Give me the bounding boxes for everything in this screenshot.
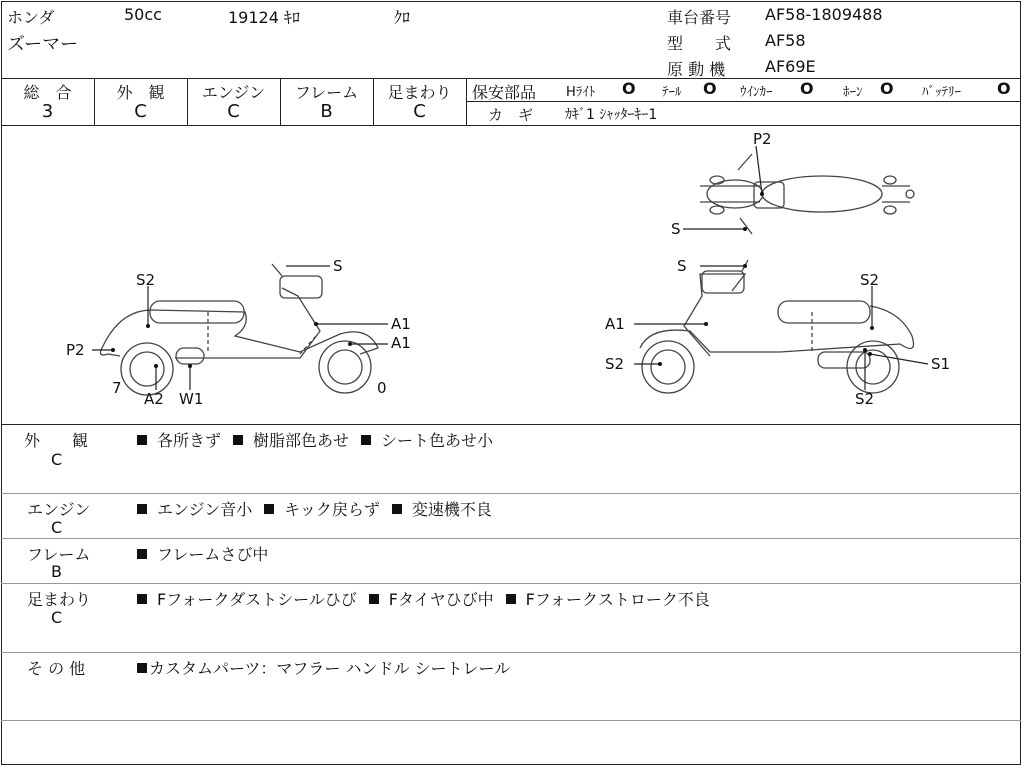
overall-grade: 3 <box>41 101 54 122</box>
divider <box>1 652 1021 653</box>
section-items: カスタムパーツ：マフラー ハンドル シートレール <box>137 656 510 679</box>
safety-status-winker: O <box>800 79 814 98</box>
engine-label: 原 動 機 <box>667 60 726 79</box>
label-left-a1a: A1 <box>391 315 411 333</box>
safety-status-headlight: O <box>622 79 636 98</box>
label-top-s: S <box>671 220 681 238</box>
divider <box>1 720 1021 721</box>
section-grade: C <box>51 608 63 627</box>
safety-item-battery: ﾊﾞｯﾃﾘｰ <box>922 85 961 100</box>
section-items: フレームさび中 <box>137 542 268 565</box>
overall-label: 総 合 <box>23 83 72 102</box>
section-label: エンジン <box>27 500 91 519</box>
exterior-grade: C <box>134 101 147 122</box>
frame-grade-label: フレーム <box>294 83 359 102</box>
type-value: AF58 <box>765 31 806 50</box>
engine-value: AF69E <box>765 57 816 76</box>
safety-label: 保安部品 <box>472 83 537 102</box>
label-left-p2: P2 <box>66 341 85 359</box>
displacement: 50cc <box>124 5 162 24</box>
label-right-s2-top: S2 <box>860 271 880 289</box>
safety-item-winker: ｳｲﾝｶｰ <box>740 85 773 100</box>
section-label: フレーム <box>27 545 91 564</box>
divider <box>1 538 1021 539</box>
safety-item-horn: ﾎｰﾝ <box>843 85 863 100</box>
section-label: 足まわり <box>27 590 92 609</box>
section-items: エンジン音小 キック戻らず 変速機不良 <box>137 497 492 520</box>
safety-status-tail: O <box>703 79 717 98</box>
divider <box>467 101 1021 102</box>
section-grade: B <box>51 562 62 581</box>
frame-grade: B <box>320 101 333 122</box>
divider <box>466 78 467 125</box>
safety-status-battery: O <box>997 79 1011 98</box>
frame-no-label: 車台番号 <box>667 8 732 27</box>
maker: ホンダ <box>7 8 55 27</box>
section-grade: C <box>51 450 63 469</box>
section-label: そ の 他 <box>27 659 86 678</box>
suspension-grade-label: 足まわり <box>387 83 452 102</box>
type-label: 型 式 <box>667 34 732 53</box>
label-right-s2-bottom: S2 <box>855 390 875 408</box>
key-value: ｶｷﾞ1 ｼｬｯﾀｰｷｰ1 <box>565 107 658 123</box>
label-right-s2-left: S2 <box>605 355 625 373</box>
label-left-7: 7 <box>112 379 122 397</box>
model-name: ズーマー <box>7 34 79 55</box>
label-left-a1b: A1 <box>391 334 411 352</box>
label-right-a1: A1 <box>605 315 625 333</box>
safety-item-headlight: Hﾗｲﾄ <box>566 85 596 100</box>
section-items: Fフォークダストシールひび Fタイヤひび中 Fフォークストローク不良 <box>137 587 710 610</box>
engine-grade: C <box>227 101 240 122</box>
divider <box>1 493 1021 494</box>
divider <box>1 583 1021 584</box>
label-right-s: S <box>677 257 687 275</box>
section-label: 外 観 <box>24 431 89 450</box>
exterior-label: 外 観 <box>116 83 165 102</box>
mileage: 19124 ｷﾛ <box>228 8 300 27</box>
divider <box>1 424 1021 425</box>
key-label: カ ギ <box>488 106 534 124</box>
label-left-a2: A2 <box>144 390 164 408</box>
engine-grade-label: エンジン <box>201 83 266 102</box>
section-grade: C <box>51 518 63 537</box>
safety-item-tail: ﾃｰﾙ <box>662 85 682 100</box>
safety-status-horn: O <box>880 79 894 98</box>
section-items: 各所きず 樹脂部色あせ シート色あせ小 <box>137 428 493 451</box>
scooter-top-view <box>700 154 914 234</box>
label-left-s2: S2 <box>136 271 156 289</box>
color: ｸﾛ <box>394 8 411 27</box>
damage-diagram <box>0 126 1024 424</box>
label-right-s1: S1 <box>931 355 951 373</box>
label-left-0: 0 <box>377 379 387 397</box>
label-left-w1: W1 <box>179 390 204 408</box>
suspension-grade: C <box>413 101 426 122</box>
divider <box>1 78 1021 79</box>
label-left-s: S <box>333 257 343 275</box>
label-top-p2: P2 <box>753 130 772 148</box>
frame-no: AF58-1809488 <box>765 5 883 24</box>
